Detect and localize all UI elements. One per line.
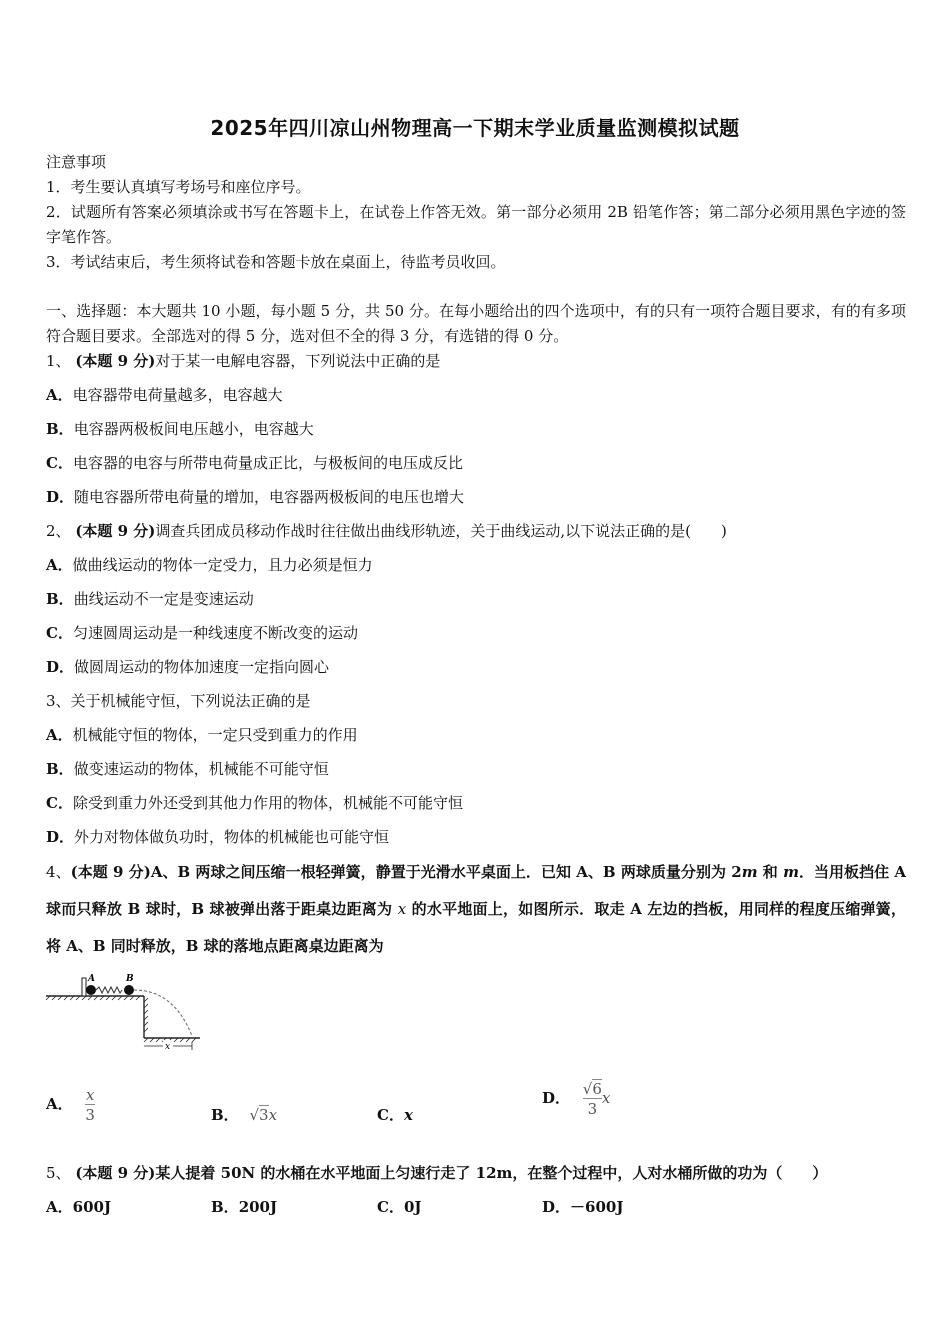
- trajectory: [134, 990, 192, 1036]
- question-score: (本题 9 分): [75, 522, 156, 540]
- question-1-option-b: [46, 417, 314, 442]
- option-label: A．: [46, 1198, 73, 1216]
- label-b: B: [126, 974, 134, 984]
- label-x: x: [165, 1042, 171, 1052]
- option-text: 做圆周运动的物体加速度一定指向圆心: [74, 658, 330, 676]
- question-text-part-3: ．当用板挡住 A 球而只释放 B 球时，B 球被弹出落于距桌边距离为: [46, 863, 906, 918]
- option-text: 0J: [403, 1198, 422, 1216]
- fraction-x-over-3: [85, 1086, 95, 1124]
- question-3-option-c: [46, 791, 463, 816]
- notice-item-2: 2．试题所有答案必须填涂或书写在答题卡上，在试卷上作答无效。第一部分必须用 2B 铅笔作答；第二部分必须用黑色字迹的签字笔作答。: [46, 203, 906, 246]
- question-5-stem: [46, 1161, 906, 1186]
- question-number: 1、: [46, 352, 71, 370]
- option-label: C．: [377, 1106, 404, 1124]
- option-text: 除受到重力外还受到其他力作用的物体，机械能不可能守恒: [72, 794, 463, 812]
- question-2-option-a: [46, 553, 373, 578]
- ball-b: [124, 985, 134, 995]
- label-a: A: [88, 974, 95, 984]
- question-4-option-c: [377, 1103, 413, 1128]
- question-score: (本题 9 分): [75, 352, 156, 370]
- question-number: 5、: [46, 1164, 71, 1182]
- option-text: 600J: [72, 1198, 112, 1216]
- option-label: A．: [46, 1095, 73, 1113]
- variable: x: [601, 1089, 611, 1107]
- option-text: －600J: [570, 1198, 624, 1216]
- blocking-board: [82, 978, 86, 996]
- question-text: 调查兵团成员移动作战时往往做出曲线形轨迹，关于曲线运动,以下说法正确的是( ): [155, 522, 727, 540]
- question-5-option-b: [211, 1195, 277, 1220]
- spring: [96, 987, 122, 993]
- option-label: B．: [211, 1198, 239, 1216]
- section-intro: 一、选择题：本大题共 10 小题，每小题 5 分，共 50 分。在每小题给出的四个选项中，有的只有一项符合题目要求，有的有多项符合题目要求。全部选对的得 5 分，选对但不全的得 3 分，有选错的得 0 分。: [46, 302, 906, 345]
- option-label: D．: [542, 1198, 571, 1216]
- mass-variable: m: [741, 863, 758, 881]
- question-2-option-c: [46, 621, 358, 646]
- option-label: B．: [46, 590, 74, 608]
- numerator: √6: [582, 1080, 602, 1098]
- option-text: 做曲线运动的物体一定受力，且力必须是恒力: [72, 556, 373, 574]
- mass-variable: m: [783, 863, 799, 881]
- question-3-stem: [46, 689, 906, 714]
- page-title: 2025年四川凉山州物理高一下期末学业质量监测模拟试题: [210, 116, 740, 140]
- notice-heading: 注意事项: [46, 153, 107, 171]
- option-label: C．: [377, 1198, 404, 1216]
- denominator: 3: [583, 1098, 602, 1118]
- question-number: 2、: [46, 522, 71, 540]
- spring-figure: [44, 968, 204, 1056]
- question-5-option-d: [542, 1195, 623, 1220]
- option-label: B．: [46, 420, 74, 438]
- option-label: B．: [211, 1106, 239, 1124]
- question-text: 关于机械能守恒，下列说法正确的是: [70, 692, 311, 710]
- numerator: x: [85, 1086, 95, 1104]
- question-text-part-4: 的水平地面上，如图所示．取走 A 左边的挡板，用同样的程度压缩弹簧，将 A、B 同时释放，B 球的落地点距离桌边距离为: [46, 900, 907, 955]
- question-4-stem: [46, 854, 906, 965]
- question-text-part-2: 和: [757, 863, 784, 881]
- notice-item-3: 3．考试结束后，考生须将试卷和答题卡放在桌面上，待监考员收回。: [46, 253, 506, 271]
- option-label: A．: [46, 556, 73, 574]
- option-label: A．: [46, 726, 73, 744]
- question-1-stem: [46, 349, 906, 374]
- option-text: 机械能守恒的物体，一定只受到重力的作用: [72, 726, 358, 744]
- question-number: 4、: [46, 863, 71, 881]
- question-2-option-b: [46, 587, 254, 612]
- option-label: A．: [46, 386, 73, 404]
- question-score: (本题 9 分): [75, 1164, 156, 1182]
- question-1-option-a: [46, 383, 283, 408]
- question-number: 3、: [46, 692, 71, 710]
- option-text: x: [403, 1106, 413, 1124]
- question-4-option-a: [46, 1086, 95, 1124]
- option-label: C．: [46, 454, 73, 472]
- question-2-stem: [46, 519, 906, 544]
- question-text: 某人提着 50N 的水桶在水平地面上匀速行走了 12m，在整个过程中，人对水桶所做的功为（ ）: [155, 1164, 828, 1182]
- notice-item-1: 1．考生要认真填写考场号和座位序号。: [46, 178, 311, 196]
- option-label: D．: [46, 658, 75, 676]
- variable: x: [268, 1106, 278, 1124]
- option-label: D．: [46, 488, 75, 506]
- option-text: 随电容器所带电荷量的增加，电容器两极板间的电压也增大: [74, 488, 465, 506]
- option-label: B．: [46, 760, 74, 778]
- question-5-option-c: [377, 1195, 422, 1220]
- option-text: 电容器两极板间电压越小，电容越大: [73, 420, 314, 438]
- question-4-option-d: [542, 1080, 610, 1118]
- option-label: D．: [542, 1089, 571, 1107]
- radicand: 3: [259, 1106, 269, 1124]
- option-text: 做变速运动的物体，机械能不可能守恒: [73, 760, 329, 778]
- option-label: C．: [46, 624, 73, 642]
- denominator: 3: [85, 1106, 95, 1124]
- option-label: D．: [46, 828, 75, 846]
- question-3-option-a: [46, 723, 358, 748]
- question-5-option-a: [46, 1195, 111, 1220]
- question-1-option-c: [46, 451, 463, 476]
- option-text: 200J: [238, 1198, 278, 1216]
- option-text: 电容器带电荷量越多，电容越大: [72, 386, 283, 404]
- fraction-sqrt6-over-3: [583, 1080, 602, 1118]
- radicand: 6: [592, 1080, 602, 1098]
- question-text: 对于某一电解电容器，下列说法中正确的是: [155, 352, 441, 370]
- option-text: 匀速圆周运动是一种线速度不断改变的运动: [72, 624, 358, 642]
- question-text-part-1: A、B 两球之间压缩一根轻弹簧，静置于光滑水平桌面上．已知 A、B 两球质量分别为 2: [150, 863, 742, 881]
- sqrt-3-x: √3x: [249, 1106, 278, 1124]
- question-3-option-b: [46, 757, 329, 782]
- ball-a: [86, 985, 96, 995]
- question-4-option-b: [211, 1103, 277, 1128]
- distance-variable: x: [397, 900, 407, 918]
- question-2-option-d: [46, 655, 329, 680]
- question-3-option-d: [46, 825, 389, 850]
- question-1-option-d: [46, 485, 464, 510]
- option-text: 曲线运动不一定是变速运动: [73, 590, 254, 608]
- option-text: 电容器的电容与所带电荷量成正比，与极板间的电压成反比: [72, 454, 463, 472]
- option-text: 外力对物体做负功时，物体的机械能也可能守恒: [74, 828, 390, 846]
- question-score: (本题 9 分): [70, 863, 151, 881]
- option-label: C．: [46, 794, 73, 812]
